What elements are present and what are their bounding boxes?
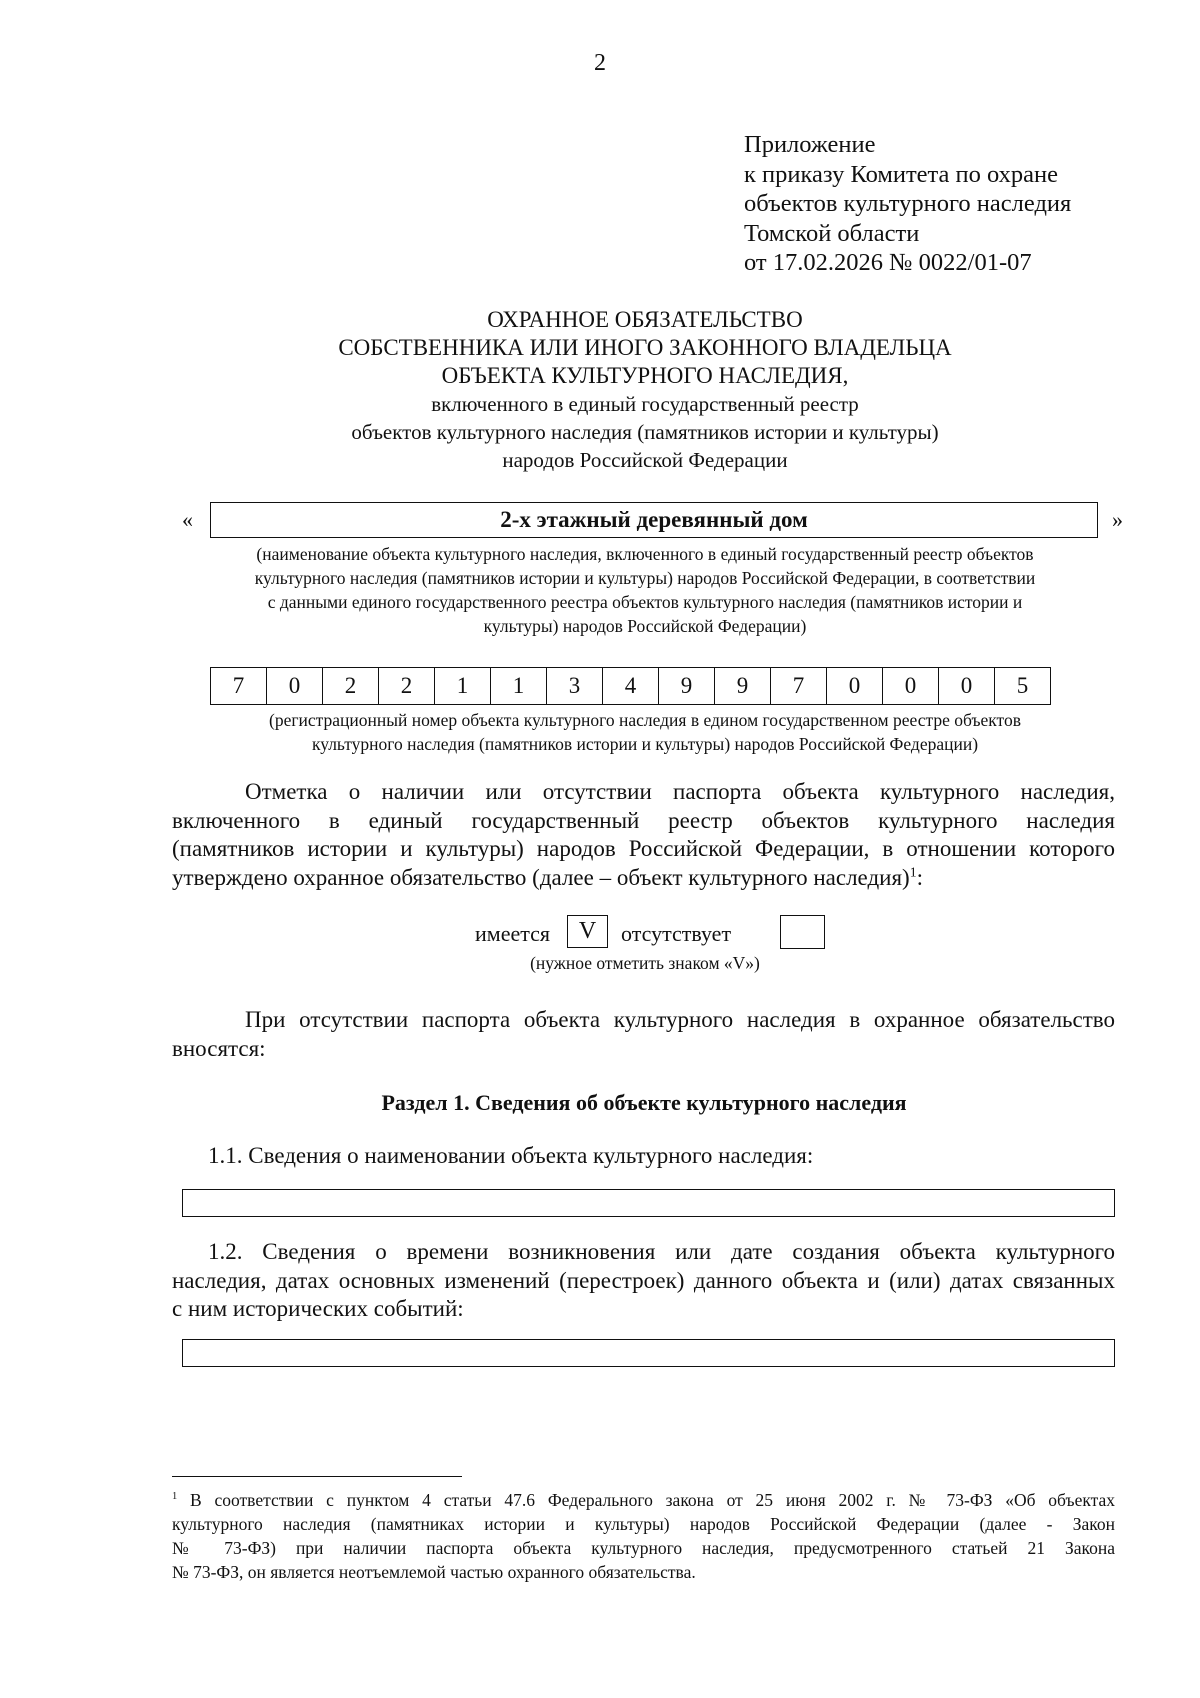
reg-digit-cell[interactable]: 3 — [547, 668, 603, 705]
object-name-caption — [150, 542, 1140, 638]
appendix-line: Томской области — [744, 219, 920, 247]
registration-number-grid — [210, 667, 1051, 705]
passport-absent-checkbox[interactable] — [780, 915, 825, 949]
text-line: (памятников истории и культуры) народов Российской Федерации, в отношении которого — [172, 836, 1115, 861]
object-name-info-field[interactable] — [182, 1189, 1115, 1217]
text-line: наследия, датах основных изменений (перестроек) данного объекта и (или) датах связанных — [172, 1267, 1115, 1293]
text-line: Отметка о наличии или отсутствии паспорта объекта культурного наследия, — [245, 779, 1115, 804]
caption-line: (наименование объекта культурного наследия, включенного в единый государственный реестр объектов — [256, 544, 1034, 564]
document-title — [150, 306, 1140, 474]
absence-note — [172, 1006, 1115, 1063]
title-line: ОБЪЕКТА КУЛЬТУРНОГО НАСЛЕДИЯ, — [441, 363, 849, 388]
title-subline: народов Российской Федерации — [502, 448, 788, 472]
text-line: вносятся: — [172, 1035, 266, 1061]
reg-digit-cell[interactable]: 9 — [715, 668, 771, 705]
footnote-line — [172, 1488, 1115, 1512]
passport-absent-label: отсутствует — [621, 921, 732, 946]
text-line — [172, 864, 1115, 893]
creation-date-info-field[interactable] — [182, 1339, 1115, 1367]
caption-line: культурного наследия (памятников истории и культуры) народов Российской Федерации) — [311, 734, 979, 754]
passport-note — [172, 778, 1115, 892]
reg-digit-cell[interactable]: 7 — [771, 668, 827, 705]
appendix-order-date: от 17.02.2026 № 0022/01-07 — [744, 249, 1032, 276]
footnote-mark: 1 — [172, 1491, 178, 1503]
appendix-line: объектов культурного наследия — [744, 190, 1072, 217]
reg-digit-cell[interactable]: 4 — [603, 668, 659, 705]
reg-digit-cell[interactable]: 9 — [659, 668, 715, 705]
footnote — [172, 1488, 1115, 1584]
registration-caption — [150, 708, 1140, 756]
appendix-line: к приказу Комитета по охране — [744, 160, 1059, 188]
text-line: 1.1. Сведения о наименовании объекта культурного наследия: — [208, 1143, 814, 1168]
reg-digit-cell[interactable]: 2 — [379, 668, 435, 705]
section-title: Раздел 1. Сведения об объекте культурного наследия — [381, 1090, 907, 1115]
item-1-1 — [172, 1142, 1115, 1171]
reg-digit-cell[interactable]: 0 — [267, 668, 323, 705]
text-line: 1.2. Сведения о времени возникновения или дате создания объекта культурного — [208, 1239, 1115, 1264]
open-quote: « — [182, 507, 193, 532]
footnote-line: № 73-ФЗ) при наличии паспорта объекта культурного наследия, предусмотренного статьей 21 Закона — [172, 1538, 1115, 1558]
reg-digit-cell[interactable]: 1 — [435, 668, 491, 705]
passport-present-label: имеется — [475, 921, 550, 946]
reg-digit-cell[interactable]: 7 — [211, 668, 267, 705]
title-line: СОБСТВЕННИКА ИЛИ ИНОГО ЗАКОННОГО ВЛАДЕЛЬЦА — [338, 335, 952, 360]
passport-present-checkbox[interactable]: V — [567, 915, 608, 948]
footnote-ref[interactable]: 1 — [909, 863, 917, 879]
title-subline: включенного в единый государственный реестр — [431, 392, 859, 416]
caption-line: культурного наследия (памятников истории и культуры) народов Российской Федерации, в соответствии — [254, 568, 1036, 588]
check-hint: (нужное отметить знаком «V») — [530, 953, 760, 973]
caption-line: с данными единого государственного реестра объектов культурного наследия (памятников истории и — [267, 592, 1023, 612]
text-segment: утверждено охранное обязательство (далее – объект культурного наследия) — [172, 864, 910, 890]
object-name-field[interactable]: 2-х этажный деревянный дом — [210, 502, 1098, 538]
text-segment: В соответствии с пунктом 4 статьи 47.6 Федерального закона от 25 июня 2002 г. № 73-ФЗ «Об объектах — [177, 1490, 1115, 1510]
title-line: ОХРАННОЕ ОБЯЗАТЕЛЬСТВО — [487, 307, 803, 332]
footnote-divider — [172, 1476, 462, 1477]
page-number: 2 — [594, 50, 606, 76]
reg-digit-cell[interactable]: 0 — [939, 668, 995, 705]
footnote-line: культурного наследия (памятниках истории и культуры) народов Российской Федерации (далее - Закон — [172, 1514, 1115, 1534]
caption-line: культуры) народов Российской Федерации) — [483, 616, 807, 636]
item-1-2 — [172, 1238, 1115, 1324]
reg-digit-cell[interactable]: 0 — [883, 668, 939, 705]
appendix-line: Приложение — [744, 131, 876, 158]
text-line: При отсутствии паспорта объекта культурного наследия в охранное обязательство — [245, 1007, 1115, 1032]
title-subline: объектов культурного наследия (памятников истории и культуры) — [351, 420, 939, 444]
text-segment: : — [916, 864, 924, 890]
reg-digit-cell[interactable]: 0 — [827, 668, 883, 705]
text-line: включенного в единый государственный реестр объектов культурного наследия — [172, 807, 1115, 833]
reg-digit-cell[interactable]: 1 — [491, 668, 547, 705]
close-quote: » — [1112, 507, 1123, 532]
text-line: с ним исторических событий: — [172, 1296, 464, 1321]
footnote-line: № 73-ФЗ, он является неотъемлемой частью охранного обязательства. — [172, 1562, 696, 1582]
caption-line: (регистрационный номер объекта культурного наследия в едином государственном реестре объектов — [269, 710, 1021, 730]
reg-digit-cell[interactable]: 2 — [323, 668, 379, 705]
reg-digit-cell[interactable]: 5 — [995, 668, 1051, 705]
appendix-header — [744, 130, 1071, 278]
